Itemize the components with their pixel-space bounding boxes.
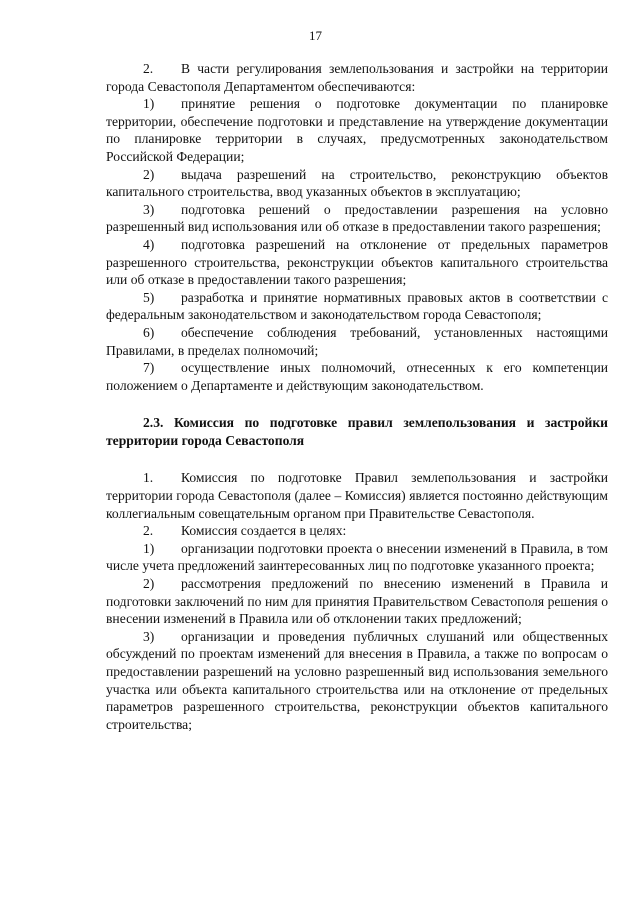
subitem-text: обеспечение соблюдения требований, установленных настоящими Правилами, в пределах полномочий;: [106, 324, 608, 358]
subitem-number: 4): [143, 236, 155, 252]
subitem-number: 6): [143, 324, 155, 340]
paragraph-text: Комиссия создается в целях:: [181, 523, 347, 539]
subitem-number: 3): [143, 628, 155, 644]
document-body: [106, 60, 608, 733]
subitem-7: [106, 359, 608, 394]
paragraph-number: 2.: [143, 523, 154, 539]
subitem-text: разработка и принятие нормативных правовых актов в соответствии с федеральным законодательством и законодательством города Севастополя;: [106, 289, 608, 323]
subitem-number: 7): [143, 360, 155, 376]
paragraph-2: [106, 60, 608, 95]
subitem-number: 3): [143, 201, 155, 217]
subitem-number: 2): [143, 576, 155, 592]
subitem-number: 2): [143, 166, 155, 182]
paragraph-number: 1.: [143, 470, 154, 486]
section-heading: 2.3. Комиссия по подготовке правил землепользования и застройки территории города Севастополя: [106, 415, 608, 448]
paragraph-text: В части регулирования землепользования и застройки на территории города Севастополя Департаментом обеспечиваются:: [106, 61, 608, 94]
subitem-3: [106, 201, 608, 236]
subitem-2: [106, 575, 608, 628]
page-number: 17: [309, 28, 322, 43]
subitem-text: подготовка решений о предоставлении разрешения на условно разрешенный вид использования или об отказе в предоставлении такого разрешения;: [106, 201, 608, 235]
subitem-text: организации и проведения публичных слушаний или общественных обсуждений по проектам изменений для внесения в Правила, а также по вопросам о предоставлении разрешений на условно разрешенный вид использования земельного участка или объекта капитального строительства или на отклонение от предельных параметров разрешенного строительства, реконструкции объектов капитального строительства;: [106, 628, 608, 732]
subitem-text: подготовка разрешений на отклонение от предельных параметров разрешенного строительства, реконструкции объектов капитального строительства или об отказе в предоставлении такого разрешения;: [106, 236, 608, 288]
subitem-text: выдача разрешений на строительство, реконструкцию объектов капитального строительства, ввод указанных объектов в эксплуатацию;: [106, 166, 608, 200]
paragraph-number: 2.: [143, 61, 154, 76]
subitem-2: [106, 166, 608, 201]
subitem-number: 1): [143, 96, 155, 112]
subitem-6: [106, 324, 608, 359]
subitem-text: осуществление иных полномочий, отнесенных к его компетенции положением о Департаменте и действующим законодательством.: [106, 360, 608, 393]
paragraph-2: [106, 522, 608, 540]
subitem-3: [106, 628, 608, 734]
subitem-text: рассмотрения предложений по внесению изменений в Правила и подготовки заключений по ним для принятия Правительством Севастополя решения о внесении изменений в Правила или об отклонении таких предложений;: [106, 576, 608, 627]
subitem-1: [106, 95, 608, 165]
subitem-number: 5): [143, 289, 155, 305]
subitem-text: принятие решения о подготовке документации по планировке территории, обеспечение подготовки и представление на утверждение документации по планировке территории в случаях, предусмотренных законодательством Российской Федерации;: [106, 96, 608, 164]
subitem-5: [106, 289, 608, 324]
subitem-text: организации подготовки проекта о внесении изменений в Правила, в том числе учета предложений заинтересованных лиц по подготовке указанного проекта;: [106, 540, 608, 574]
subitem-1: [106, 540, 608, 575]
subitem-number: 1): [143, 540, 155, 556]
paragraph-text: Комиссия по подготовке Правил землепользования и застройки территории города Севастополя (далее – Комиссия) является постоянно действующим коллегиальным совещательным органом при Правительстве Севастополя.: [106, 470, 608, 521]
paragraph-1: [106, 469, 608, 522]
subitem-4: [106, 236, 608, 289]
